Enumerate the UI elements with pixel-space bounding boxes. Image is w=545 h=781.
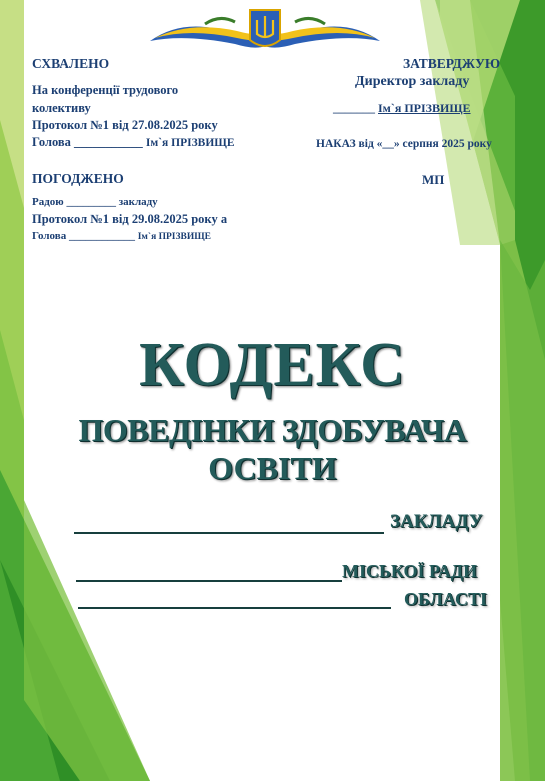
confirm-director: Директор закладу <box>355 74 470 89</box>
agreed-head <box>32 230 211 242</box>
institution-suffix-1: ЗАКЛАДУ <box>390 511 483 532</box>
confirm-order: НАКАЗ від «__» серпня 2025 року <box>316 138 492 150</box>
confirm-seal: МП <box>422 172 445 187</box>
institution-blank-line-3 <box>78 607 391 609</box>
approved-protocol: Протокол №1 від 27.08.2025 року <box>32 118 218 132</box>
agreed-head-label: Голова <box>32 230 67 242</box>
agreed-head-name: Ім`я ПРІЗВИЩЕ <box>137 232 211 242</box>
approved-head-blank: ___________ <box>74 135 143 149</box>
title-line3: ОСВІТИ <box>208 450 337 486</box>
agreed-heading: ПОГОДЖЕНО <box>32 171 124 186</box>
confirm-blank: _______ <box>333 101 375 115</box>
agreed-protocol: Протокол №1 від 29.08.2025 року а <box>32 212 228 226</box>
institution-suffix-2: МІСЬКОЇ РАДИ <box>342 561 478 581</box>
approved-head-name: Ім`я ПРІЗВИЩЕ <box>145 137 235 149</box>
approved-line2: колективу <box>32 101 91 115</box>
approved-head-label: Голова <box>32 135 71 149</box>
institution-blank-line-1 <box>74 532 384 534</box>
ukraine-trident-emblem-icon <box>145 6 385 56</box>
approved-line1: На конференції трудового <box>32 83 179 97</box>
title-line2: ПОВЕДІНКИ ЗДОБУВАЧА <box>78 412 467 448</box>
agreed-head-blank: ____________ <box>68 230 135 242</box>
approved-heading: СХВАЛЕНО <box>32 56 110 71</box>
confirm-signature <box>333 101 471 116</box>
institution-blank-line-2 <box>76 580 342 582</box>
institution-suffix-3: ОБЛАСТІ <box>404 589 487 609</box>
confirm-name: Ім`я ПРІЗВИЩЕ <box>378 101 471 115</box>
approved-head <box>32 135 235 150</box>
title-codex: КОДЕКС <box>139 331 406 399</box>
confirm-heading: ЗАТВЕРДЖУЮ <box>403 56 501 71</box>
agreed-council: Радою _________ закладу <box>32 196 158 208</box>
